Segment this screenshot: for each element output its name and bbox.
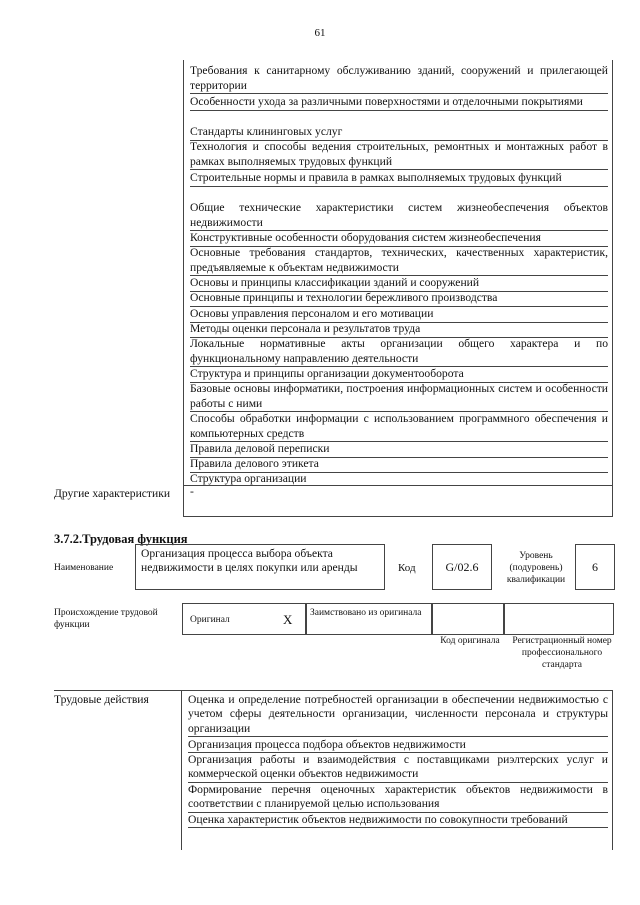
- knowledge-item: Строительные нормы и правила в рамках выполняемых трудовых функций: [190, 171, 608, 187]
- function-name: Организация процесса выбора объекта недвижимости в целях покупки или аренды: [135, 544, 385, 590]
- knowledge-item: Конструктивные особенности оборудования систем жизнеобеспечения: [190, 231, 608, 247]
- other-characteristics-label: Другие характеристики: [54, 487, 171, 500]
- table-right-border: [612, 60, 613, 516]
- actions-label: Трудовые действия: [54, 693, 149, 706]
- table-left-border: [183, 60, 184, 516]
- page-number: 61: [314, 27, 326, 39]
- knowledge-item: Требования к санитарному обслуживанию зданий, сооружений и прилегающей территории: [190, 64, 608, 94]
- table-bottom-border: [183, 516, 613, 517]
- original-code-caption: Код оригинала: [440, 636, 500, 646]
- name-label: Наименование: [54, 563, 114, 573]
- reg-number-box: [504, 603, 614, 635]
- level-label: Уровень (подуровень) квалификации: [506, 551, 566, 585]
- row-divider: [183, 485, 613, 486]
- table-right-border: [612, 690, 613, 850]
- origin-label: Происхождение трудовой функции: [54, 608, 158, 630]
- section-title: 3.7.2.Трудовая функция: [54, 532, 188, 546]
- action-item: Оценка и определение потребностей организации в обеспечении недвижимостью с учетом сферы деятельности организации, численности персонала и структуры организации: [188, 693, 608, 737]
- function-code: G/02.6: [432, 544, 492, 590]
- action-item: Организация работы и взаимодействия с поставщиками риэлтерских услуг и коммерческой оценки объектов недвижимости: [188, 753, 608, 783]
- knowledge-item: Основы и принципы классификации зданий и сооружений: [190, 276, 608, 292]
- action-item: Оценка характеристик объектов недвижимости по совокупности требований: [188, 813, 608, 828]
- knowledge-item: Правила деловой переписки: [190, 442, 608, 458]
- knowledge-item: Основные требования стандартов, технических, качественных характеристик, предъявляемые к объектам недвижимости: [190, 246, 608, 276]
- knowledge-item: Технология и способы ведения строительных, ремонтных и монтажных работ в рамках выполняемых трудовых функций: [190, 140, 608, 170]
- knowledge-item: Локальные нормативные акты организации общего характера и по функциональному направлению деятельности: [190, 337, 608, 367]
- knowledge-item: Стандарты клининговых услуг: [190, 125, 608, 141]
- knowledge-item: Базовые основы информатики, построения информационных систем и особенности работы с ними: [190, 382, 608, 412]
- knowledge-item: Методы оценки персонала и результатов труда: [190, 322, 608, 338]
- qualification-level: 6: [575, 544, 615, 590]
- action-item: Формирование перечня оценочных характеристик объектов недвижимости в соответствии с планируемой целью использования: [188, 783, 608, 813]
- column-divider: [181, 690, 182, 850]
- other-characteristics-value: -: [190, 485, 194, 498]
- knowledge-item: Способы обработки информации с использованием программного обеспечения и компьютерных средств: [190, 412, 608, 442]
- knowledge-item: Общие технические характеристики систем жизнеобеспечения объектов недвижимости: [190, 201, 608, 231]
- borrowed-label: Заимствовано из оригинала: [310, 608, 422, 618]
- knowledge-item: Структура и принципы организации документооборота: [190, 367, 608, 383]
- reg-number-caption: Регистрационный номер профессионального стандарта: [512, 636, 612, 670]
- original-label: Оригинал: [190, 615, 230, 625]
- table-top-border: [54, 690, 612, 691]
- knowledge-item: Основы управления персоналом и его мотивации: [190, 307, 608, 323]
- code-label: Код: [398, 562, 416, 574]
- knowledge-item: Структура организации: [190, 472, 307, 485]
- action-item: Организация процесса подбора объектов недвижимости: [188, 738, 608, 753]
- knowledge-item: Правила делового этикета: [190, 457, 608, 473]
- knowledge-item: Особенности ухода за различными поверхностями и отделочными покрытиями: [190, 95, 608, 111]
- original-mark: X: [283, 612, 293, 627]
- original-code-box: [432, 603, 504, 635]
- knowledge-item: Основные принципы и технологии бережливого производства: [190, 291, 608, 307]
